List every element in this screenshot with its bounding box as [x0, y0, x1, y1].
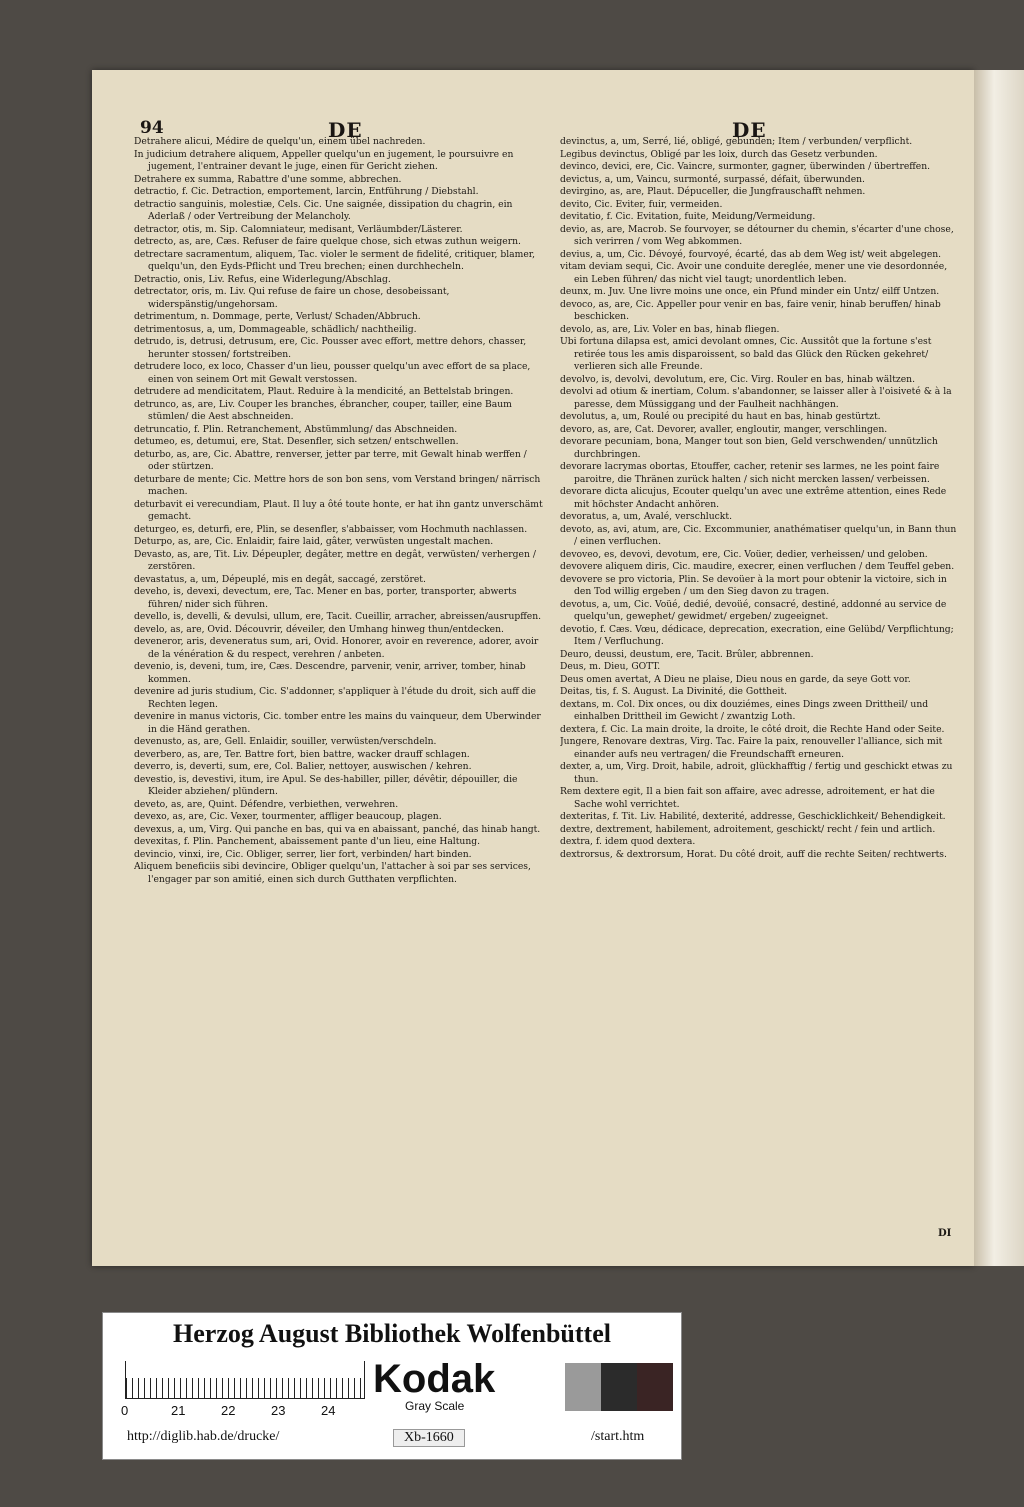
gray-swatch-dark [601, 1363, 637, 1411]
dictionary-entry: Deturpo, as, are, Cic. Enlaidir, faire laid, gâter, verwüsten ungestalt machen. [134, 536, 494, 547]
dictionary-entry: deturbavit ei verecundiam, Plaut. Il luy a ôté toute honte, er hat ihn gantz unverschämt gemacht. [134, 498, 543, 522]
dictionary-entry: Deitas, tis, f. S. August. La Divinité, die Gottheit. [560, 686, 788, 697]
dictionary-entry: devoro, as, are, Cat. Devorer, avaller, engloutir, manger, verschlingen. [560, 423, 888, 435]
dictionary-entry: Rem dextere egit, Il a bien fait son affaire, avec adresse, adroitement, er hat die Sache wohl verrichtet. [560, 786, 935, 810]
dictionary-entry: In judicium detrahere aliquem, Appeller quelqu'un en jugement, le poursuivre en jugement, l'entrainer devant le juge, einen für Gericht ziehen. [134, 148, 514, 172]
dictionary-entry: devinctus, a, um, Serré, lié, obligé, gebunden; Item / verbunden/ verpflicht. [560, 136, 913, 147]
dictionary-entry: detractor, otis, m. Sip. Calomniateur, medisant, Verläumbder/Lästerer. [134, 223, 463, 235]
ruler-tick: 21 [171, 1403, 186, 1418]
dictionary-entry: deverbero, as, are, Ter. Battre fort, bien battre, wacker drauff schlagen. [134, 748, 470, 760]
gray-swatch-black [637, 1363, 673, 1411]
dictionary-entry: detractio sanguinis, molestiæ, Cels. Cic. Une saignée, dissipation du chagrin, ein Aderlaß / oder Vertreibung der Melancholy. [134, 198, 513, 222]
dictionary-entry: devio, as, are, Macrob. Se fourvoyer, se détourner du chemin, s'écarter d'une chose, sich verirren / vom Weg abkommen. [560, 223, 954, 247]
dictionary-entry: devorare dicta alicujus, Ecouter quelqu'un avec une extrême attention, eines Rede mit höchster Andacht anhören. [560, 486, 947, 510]
dictionary-entry: Deus, m. Dieu, GOTT. [560, 661, 661, 672]
dictionary-entry: devolvi ad otium & inertiam, Colum. s'abandonner, se laisser aller à l'oisiveté & à la paresse, dem Müssiggang und der Faulheit nachhängen. [560, 386, 952, 410]
ruler-scale [125, 1361, 365, 1399]
dictionary-entry: Ubi fortuna dilapsa est, amici devolant omnes, Cic. Aussitôt que la fortune s'est retirée tous les amis disparoissent, so bald das Glück den Rücken gekehret/ verlieren sich alle Freunde. [560, 336, 932, 372]
running-head-left: DE [328, 118, 363, 142]
dictionary-entry: devestio, is, devestivi, itum, ire Apul. Se des-habiller, piller, dévêtir, dépouiller, die Kleider abziehen/ plündern. [134, 773, 518, 797]
dictionary-entry: devoco, as, are, Cic. Appeller pour venir en bas, faire venir, hinab beruffen/ hinab beschicken. [560, 298, 941, 322]
dictionary-entry: deturgeo, es, deturfi, ere, Plin, se desenfler, s'abbaisser, vom Hochmuth nachlassen. [134, 523, 528, 535]
dictionary-entry: devinco, devici, ere, Cic. Vaincre, surmonter, gagner, überwinden / übertreffen. [560, 161, 931, 172]
dictionary-entry: devictus, a, um, Vaincu, surmonté, surpassé, défait, überwunden. [560, 173, 865, 185]
dictionary-entry: dextre, dextrement, habilement, adroitement, geschickt/ recht / fein und artlich. [560, 823, 936, 835]
dictionary-entry: deveneror, aris, deveneratus sum, ari, Ovid. Honorer, avoir en reverence, adorer, avoir de la vénération & du respect, verehren / anbeten. [134, 636, 539, 660]
dictionary-entry: dextans, m. Col. Dix onces, ou dix douziémes, eines Dings zween Drittheil/ und einhalben Drittheil im Gewicht / zwantzig Loth. [560, 698, 929, 722]
dictionary-entry: dexteritas, f. Tit. Liv. Habilité, dexterité, addresse, Geschicklichkeit/ Behendigkeit. [560, 811, 946, 822]
dictionary-entry: deverro, is, deverti, sum, ere, Col. Balier, nettoyer, auswischen / kehren. [134, 761, 472, 772]
dictionary-entry: detrimentosus, a, um, Dommageable, schädlich/ nachtheilig. [134, 323, 417, 335]
running-head-right: DE [732, 118, 767, 142]
dictionary-entry: devotus, a, um, Cic. Voüé, dedié, devoüé, consacré, destiné, addonné au service de quelqu'un, gewephet/ gewidmet/ ergeben/ zugeeignet. [560, 598, 947, 622]
start-path: /start.htm [591, 1429, 645, 1444]
dictionary-entry: detrimentum, n. Dommage, perte, Verlust/ Schaden/Abbruch. [134, 311, 421, 322]
dictionary-entry: detrectator, oris, m. Liv. Qui refuse de faire un chose, desobeissant, widerspänstig/ungehorsam. [134, 286, 450, 310]
dictionary-entry: devexo, as, are, Cic. Vexer, tourmenter, affliger beaucoup, plagen. [134, 811, 442, 822]
dictionary-entry: deturbare de mente; Cic. Mettre hors de son bon sens, vom Verstand bringen/ närrisch machen. [134, 473, 541, 497]
dictionary-entry: devius, a, um, Cic. Dévoyé, fourvoyé, écarté, das ab dem Weg ist/ weit abgelegen. [560, 248, 942, 260]
dictionary-entry: devitatio, f. Cic. Evitation, fuite, Meidung/Vermeidung. [560, 211, 816, 222]
source-url: http://diglib.hab.de/drucke/ [127, 1429, 280, 1444]
dictionary-entry: Deuro, deussi, deustum, ere, Tacit. Brûler, abbrennen. [560, 648, 814, 660]
dictionary-entry: vitam deviam sequi, Cic. Avoir une conduite dereglée, mener une vie desordonnée, ein Leben führen/ das nicht viel taugt; unordentlich leben. [560, 261, 948, 285]
dictionary-entry: devastatus, a, um, Dépeuplé, mis en degât, saccagé, zerstöret. [134, 573, 426, 585]
dictionary-entry: Devasto, as, are, Tit. Liv. Dépeupler, degâter, mettre en degât, verwüsten/ verhergen / zerstören. [134, 548, 536, 572]
dictionary-entry: detractio, f. Cic. Detraction, emportement, larcin, Entführung / Diebstahl. [134, 186, 479, 197]
ruler-tick: 24 [321, 1403, 336, 1418]
dictionary-entry: dextera, f. Cic. La main droite, la droite, le côté droit, die Rechte Hand oder Seite. [560, 723, 945, 735]
dictionary-entry: devirgino, as, are, Plaut. Dépuceller, die Jungfrauschafft nehmen. [560, 186, 866, 197]
dictionary-entry: devello, is, develli, & devulsi, ullum, ere, Tacit. Cueillir, arracher, abreissen/ausrupffen. [134, 611, 542, 622]
dictionary-entry: detrecto, as, are, Cæs. Refuser de faire quelque chose, sich etwas zuthun weigern. [134, 236, 521, 247]
ruler-tick: 22 [221, 1403, 236, 1418]
color-target [102, 1312, 682, 1460]
page-number: 94 [140, 118, 164, 138]
gray-scale-label: Gray Scale [405, 1399, 465, 1413]
left-column [134, 136, 546, 1228]
right-column [560, 136, 962, 1228]
shelfmark: Xb-1660 [393, 1429, 465, 1447]
dictionary-entry: devorare lacrymas obortas, Etouffer, cacher, retenir ses larmes, ne les point faire paroitre, die Thränen zurück halten / sich nicht mercken lassen/ verbeissen. [560, 461, 940, 485]
dictionary-entry: detrunco, as, are, Liv. Couper les branches, ébrancher, couper, tailler, eine Baum stümlen/ die Aest abschneiden. [134, 398, 512, 422]
dictionary-entry: detrudere loco, ex loco, Chasser d'un lieu, pousser quelqu'un avec effort de sa place, einen von seinem Ort mit Gewalt verstossen. [134, 361, 531, 385]
dictionary-entry: devexitas, f. Plin. Panchement, abaissement pante d'un lieu, eine Haltung. [134, 836, 481, 847]
dictionary-entry: devolvo, is, devolvi, devolutum, ere, Cic. Virg. Rouler en bas, hinab wältzen. [560, 373, 916, 385]
dictionary-entry: devincio, vinxi, ire, Cic. Obliger, serrer, lier fort, verbinden/ hart binden. [134, 848, 472, 860]
dictionary-entry: detumeo, es, detumui, ere, Stat. Desenfler, sich setzen/ entschwellen. [134, 436, 459, 447]
dictionary-entry: deveto, as, are, Quint. Défendre, verbiethen, verwehren. [134, 798, 399, 810]
dictionary-entry: deturbo, as, are, Cic. Abattre, renverser, jetter par terre, mit Gewalt hinab werffen / oder stürtzen. [134, 448, 527, 472]
ruler-tick: 23 [271, 1403, 286, 1418]
dictionary-entry: devenusto, as, are, Gell. Enlaidir, souiller, verwüsten/verschdeln. [134, 736, 437, 747]
dictionary-entry: Deus omen avertat, A Dieu ne plaise, Dieu nous en garde, da seye Gott vor. [560, 673, 911, 685]
ruler-tick: 0 [121, 1403, 129, 1418]
dictionary-entry: devoratus, a, um, Avalé, verschluckt. [560, 511, 732, 522]
dictionary-entry: detruncatio, f. Plin. Retranchement, Abstümmlung/ das Abschneiden. [134, 423, 458, 435]
dictionary-entry: Jungere, Renovare dextras, Virg. Tac. Faire la paix, renouveller l'alliance, sich mit einander aufs neu vertragen/ die Freundschafft erneuren. [560, 736, 943, 760]
dictionary-entry: devenire in manus victoris, Cic. tomber entre les mains du vainqueur, dem Uberwinder in die Händ gerathen. [134, 711, 541, 735]
dictionary-entry: devexus, a, um, Virg. Qui panche en bas, qui va en abaissant, panché, das hinab hangt. [134, 823, 541, 835]
catchword: DI [938, 1228, 952, 1239]
dictionary-entry: devotio, f. Cæs. Vœu, dédicace, deprecation, execration, eine Gelübd/ Verpflichtung; Item / Verfluchung. [560, 623, 954, 647]
kodak-logo: Kodak [373, 1357, 496, 1401]
dictionary-entry: devoveo, es, devovi, devotum, ere, Cic. Voüer, dedier, verheissen/ und geloben. [560, 548, 928, 560]
dictionary-entry: dextrorsus, & dextrorsum, Horat. Du côté droit, auff die rechte Seiten/ rechtwerts. [560, 848, 947, 860]
page-edge [974, 70, 1024, 1266]
dictionary-entry: Aliquem beneficiis sibi devincire, Obliger quelqu'un, l'attacher à soi par ses services, l'engager par son amitié, einen sich durch Gutthaten verpflichten. [134, 861, 531, 885]
dictionary-entry: devolutus, a, um, Roulé ou precipité du haut en bas, hinab gestürtzt. [560, 411, 881, 422]
dictionary-entry: devorare pecuniam, bona, Manger tout son bien, Geld verschwenden/ unnützlich durchbringen. [560, 436, 938, 460]
library-name: Herzog August Bibliothek Wolfenbüttel [173, 1319, 611, 1348]
dictionary-entry: deunx, m. Juv. Une livre moins une once, ein Pfund minder ein Untz/ eilff Untzen. [560, 286, 940, 297]
dictionary-entry: Legibus devinctus, Obligé par les loix, durch das Gesetz verbunden. [560, 148, 878, 160]
dictionary-entry: devovere se pro victoria, Plin. Se devoüer à la mort pour obtenir la victoire, sich in den Tod willig ergeben / um den Sieg davon zu tragen. [560, 573, 947, 597]
dictionary-entry: Detrahere alicui, Médire de quelqu'un, einem übel nachreden. [134, 136, 426, 147]
dictionary-entry: dextra, f. idem quod dextera. [560, 836, 696, 847]
dictionary-entry: develo, as, are, Ovid. Découvrir, déveiler, den Umhang hinweg thun/entdecken. [134, 623, 504, 635]
dictionary-entry: detrectare sacramentum, aliquem, Tac. violer le serment de fidelité, critiquer, blamer, quelqu'un, den Eyds-Pflicht und Treu brechen; einen durchhecheln. [134, 248, 536, 272]
dictionary-entry: devenio, is, deveni, tum, ire, Cæs. Descendre, parvenir, venir, arriver, tomber, hinab kommen. [134, 661, 526, 685]
dictionary-entry: Detrahere ex summa, Rabattre d'une somme, abbrechen. [134, 173, 402, 185]
gray-swatch-light [565, 1363, 601, 1411]
dictionary-entry: Detractio, onis, Liv. Refus, eine Widerlegung/Abschlag. [134, 273, 391, 285]
dictionary-entry: devolo, as, are, Liv. Voler en bas, hinab fliegen. [560, 323, 780, 335]
dictionary-entry: detrudo, is, detrusi, detrusum, ere, Cic. Pousser avec effort, mettre dehors, chasser, herunter stossen/ fortstreiben. [134, 336, 527, 360]
dictionary-entry: devito, Cic. Eviter, fuir, vermeiden. [560, 198, 723, 210]
dictionary-entry: devoto, as, avi, atum, are, Cic. Excommunier, anathématiser quelqu'un, in Bann thun / einen verfluchen. [560, 523, 957, 547]
dictionary-entry: devovere aliquem diris, Cic. maudire, execrer, einen verfluchen / dem Teuffel geben. [560, 561, 955, 572]
dictionary-entry: devenire ad juris studium, Cic. S'addonner, s'appliquer à l'étude du droit, sich auff die Rechten legen. [134, 686, 536, 710]
dictionary-entry: deveho, is, devexi, devectum, ere, Tac. Mener en bas, porter, transporter, abwerts führen/ nider sich führen. [134, 586, 517, 610]
dictionary-entry: dexter, a, um, Virg. Droit, habile, adroit, glückhafftig / fertig und geschickt etwas zu thun. [560, 761, 953, 785]
dictionary-entry: detrudere ad mendicitatem, Plaut. Reduire à la mendicité, an Bettelstab bringen. [134, 386, 514, 397]
